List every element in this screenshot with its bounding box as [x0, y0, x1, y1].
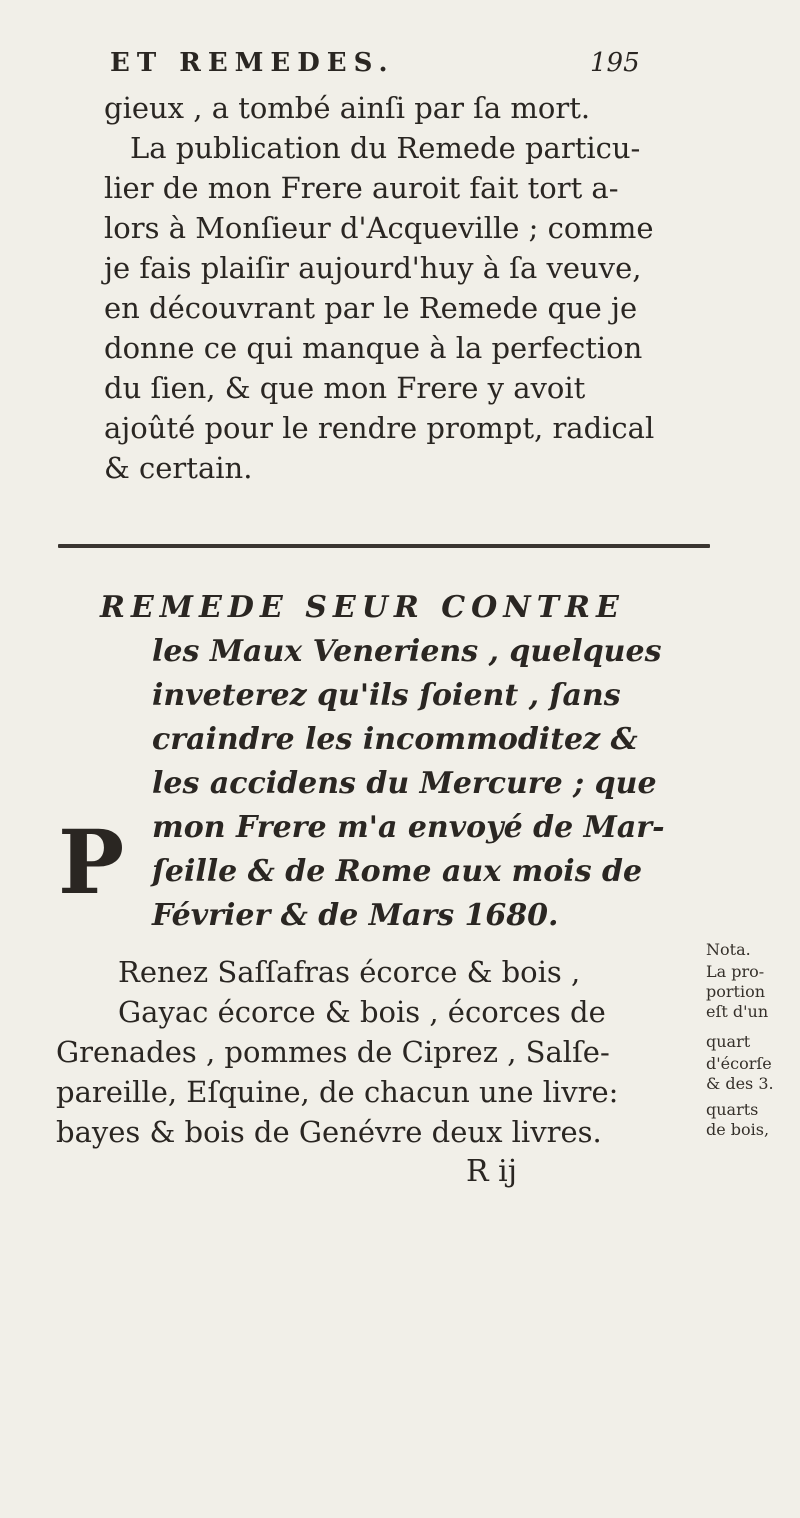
- recipe-line: bayes & bois de Genévre deux livres.: [56, 1115, 602, 1149]
- margin-note-line: de bois,: [706, 1120, 770, 1139]
- running-head: ET REMEDES.: [110, 48, 395, 78]
- margin-note-line: La pro-: [706, 962, 765, 981]
- heading-line: REMEDE SEUR CONTRE: [100, 590, 625, 625]
- body-line: du ſien, & que mon Frere y avoit: [104, 371, 586, 405]
- heading-line: les Maux Veneriens , quelques: [152, 634, 662, 669]
- recipe-line: pareille, Eſquine, de chacun une livre:: [56, 1075, 619, 1109]
- heading-line: mon Frere m'a envoyé de Mar-: [152, 810, 665, 845]
- page-number: 195: [590, 48, 640, 78]
- body-line: La publication du Remede particu-: [130, 131, 641, 165]
- body-line: gieux , a tombé ainſi par ſa mort.: [104, 91, 591, 125]
- body-line: donne ce qui manque à la perfection: [104, 331, 643, 365]
- body-line: ajoûté pour le rendre prompt, radical: [104, 411, 655, 445]
- body-line: je fais plaiſir aujourd'huy à ſa veuve,: [104, 251, 642, 285]
- heading-line: craindre les incommoditez &: [152, 722, 638, 757]
- body-line: lier de mon Frere auroit fait tort a-: [104, 171, 619, 205]
- drop-cap: P: [58, 810, 125, 914]
- recipe-line: Grenades , pommes de Ciprez , Salſe-: [56, 1035, 610, 1069]
- margin-note-line: eſt d'un: [706, 1002, 769, 1021]
- margin-note-line: quarts: [706, 1100, 759, 1119]
- heading-line: inveterez qu'ils ſoient , ſans: [152, 678, 621, 713]
- margin-note-line: portion: [706, 982, 766, 1001]
- body-line: & certain.: [104, 451, 253, 485]
- recipe-line: Renez Saſſafras écorce & bois ,: [118, 955, 581, 989]
- heading-line: Février & de Mars 1680.: [152, 898, 559, 933]
- recipe-line: Gayac écorce & bois , écorces de: [118, 995, 606, 1029]
- heading-line: ſeille & de Rome aux mois de: [152, 854, 643, 889]
- body-line: en découvrant par le Remede que je: [104, 291, 638, 325]
- heading-line: les accidens du Mercure ; que: [152, 766, 657, 801]
- margin-note-title: Nota.: [706, 940, 751, 959]
- margin-note-line: d'écorſe: [706, 1054, 772, 1073]
- body-line: lors à Monſieur d'Acqueville ; comme: [104, 211, 654, 245]
- margin-note-line: & des 3.: [706, 1074, 774, 1093]
- section-divider: [58, 544, 710, 548]
- margin-note-line: quart: [706, 1032, 751, 1051]
- catchword: R ij: [466, 1154, 518, 1189]
